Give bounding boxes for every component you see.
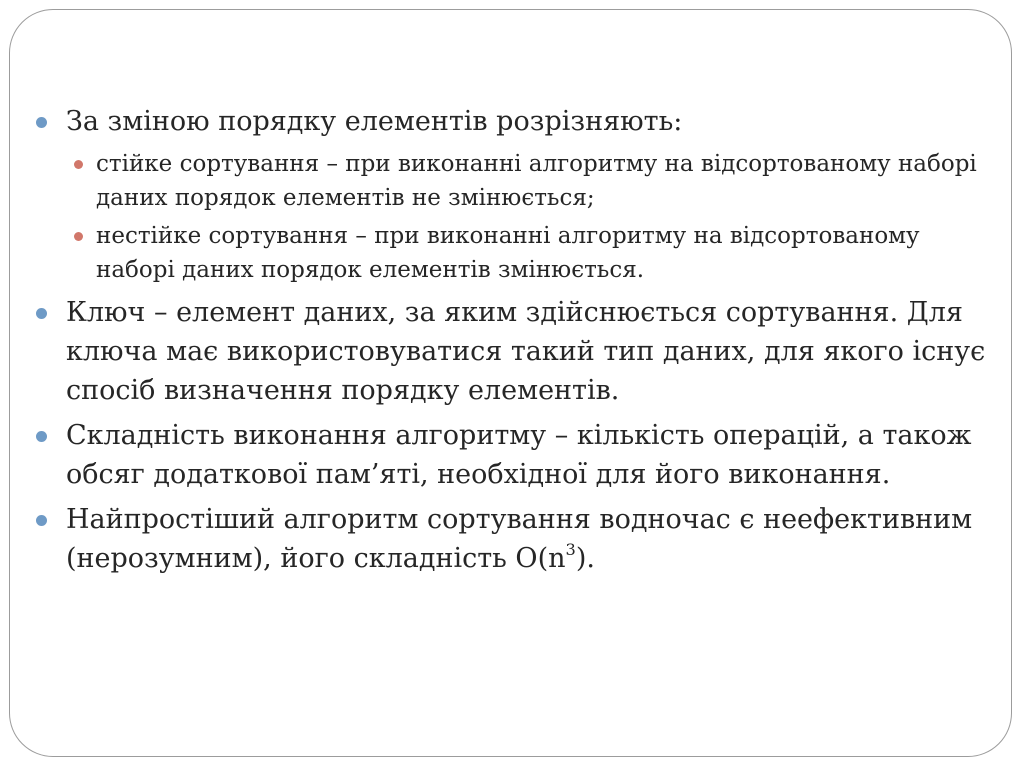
bullet-item (36, 500, 986, 578)
bullet-text (66, 504, 972, 574)
bullet-item (36, 102, 986, 141)
bullet-text: Ключ – елемент даних, за яким здійснюється сортування. Для ключа має використовуватися такий тип даних, для якого існує спосіб визначення порядку елементів. (66, 297, 986, 406)
bullet-dot-icon (36, 515, 47, 526)
bullet-text-part: Найпростіший алгоритм сортування водночас є неефективним (нерозумним), його складність O(n (66, 504, 973, 574)
bullet-item (36, 416, 986, 494)
bullet-dot-icon (36, 431, 47, 442)
superscript-exponent: 3 (565, 540, 576, 559)
slide-content (36, 102, 986, 584)
bullet-text: За зміною порядку елементів розрізняють: (66, 106, 683, 137)
sub-bullet-dot-icon (74, 232, 83, 241)
bullet-dot-icon (36, 117, 47, 128)
bullet-text-part: ). (575, 543, 595, 574)
bullet-item (36, 293, 986, 410)
sub-bullet-item (36, 219, 986, 287)
sub-bullet-item (36, 147, 986, 215)
sub-bullet-dot-icon (74, 160, 83, 169)
bullet-text: Складність виконання алгоритму – кількість операцій, а також обсяг додаткової пам’яті, необхідної для його виконання. (66, 420, 972, 490)
bullet-dot-icon (36, 308, 47, 319)
sub-bullet-text: стійке сортування – при виконанні алгоритму на відсортованому наборі даних порядок елементів не змінюється; (96, 151, 977, 211)
sub-bullet-text: нестійке сортування – при виконанні алгоритму на відсортованому наборі даних порядок елементів змінюється. (96, 223, 920, 283)
